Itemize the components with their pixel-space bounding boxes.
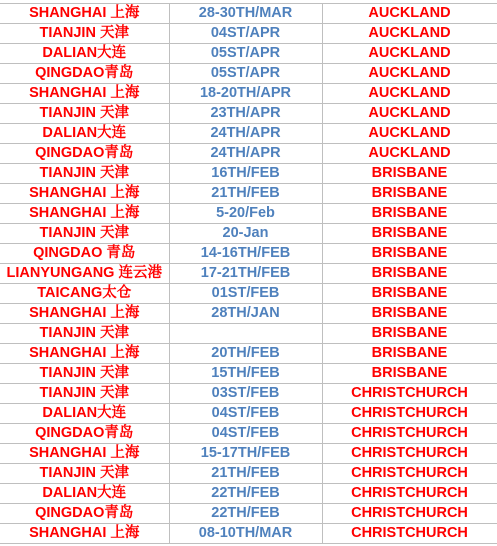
table-row [0, 424, 497, 444]
port-cell[interactable]: SHANGHAI 上海 [0, 304, 169, 324]
destination-cell[interactable]: BRISBANE [322, 324, 497, 344]
destination-cell[interactable]: BRISBANE [322, 244, 497, 264]
table-row [0, 304, 497, 324]
table-row [0, 204, 497, 224]
port-cell[interactable]: TIANJIN 天津 [0, 104, 169, 124]
table-row [0, 364, 497, 384]
table-row [0, 244, 497, 264]
table-row [0, 4, 497, 24]
destination-cell[interactable]: CHRISTCHURCH [322, 404, 497, 424]
port-cell[interactable]: LIANYUNGANG 连云港 [0, 264, 169, 284]
destination-cell[interactable]: AUCKLAND [322, 84, 497, 104]
table-row [0, 484, 497, 504]
date-cell[interactable]: 15TH/FEB [169, 364, 322, 384]
date-cell[interactable]: 21TH/FEB [169, 184, 322, 204]
table-row [0, 24, 497, 44]
date-cell[interactable]: 5-20/Feb [169, 204, 322, 224]
table-row [0, 84, 497, 104]
port-cell[interactable]: TAICANG太仓 [0, 284, 169, 304]
port-cell[interactable]: SHANGHAI 上海 [0, 4, 169, 24]
date-cell[interactable]: 04ST/FEB [169, 424, 322, 444]
date-cell[interactable] [169, 324, 322, 344]
date-cell[interactable]: 20-Jan [169, 224, 322, 244]
table-row [0, 324, 497, 344]
date-cell[interactable]: 20TH/FEB [169, 344, 322, 364]
port-cell[interactable]: QINGDAO青岛 [0, 64, 169, 84]
table-row [0, 224, 497, 244]
port-cell[interactable]: DALIAN大连 [0, 44, 169, 64]
destination-cell[interactable]: AUCKLAND [322, 124, 497, 144]
date-cell[interactable]: 16TH/FEB [169, 164, 322, 184]
destination-cell[interactable]: CHRISTCHURCH [322, 484, 497, 504]
date-cell[interactable]: 03ST/FEB [169, 384, 322, 404]
port-cell[interactable]: QINGDAO青岛 [0, 504, 169, 524]
destination-cell[interactable]: AUCKLAND [322, 4, 497, 24]
destination-cell[interactable]: AUCKLAND [322, 104, 497, 124]
destination-cell[interactable]: CHRISTCHURCH [322, 384, 497, 404]
table-row [0, 504, 497, 524]
table-row [0, 284, 497, 304]
table-row [0, 184, 497, 204]
port-cell[interactable]: DALIAN大连 [0, 124, 169, 144]
port-cell[interactable]: SHANGHAI 上海 [0, 444, 169, 464]
destination-cell[interactable]: BRISBANE [322, 304, 497, 324]
destination-cell[interactable]: CHRISTCHURCH [322, 464, 497, 484]
destination-cell[interactable]: BRISBANE [322, 184, 497, 204]
port-cell[interactable]: TIANJIN 天津 [0, 364, 169, 384]
port-cell[interactable]: DALIAN大连 [0, 484, 169, 504]
port-cell[interactable]: SHANGHAI 上海 [0, 84, 169, 104]
port-cell[interactable]: DALIAN大连 [0, 404, 169, 424]
destination-cell[interactable]: AUCKLAND [322, 64, 497, 84]
destination-cell[interactable]: AUCKLAND [322, 24, 497, 44]
date-cell[interactable]: 15-17TH/FEB [169, 444, 322, 464]
port-cell[interactable]: TIANJIN 天津 [0, 384, 169, 404]
shipping-schedule-table [0, 3, 497, 544]
table-row [0, 264, 497, 284]
port-cell[interactable]: SHANGHAI 上海 [0, 204, 169, 224]
table-row [0, 524, 497, 544]
port-cell[interactable]: SHANGHAI 上海 [0, 524, 169, 544]
schedule-body [0, 4, 497, 544]
table-row [0, 124, 497, 144]
date-cell[interactable]: 14-16TH/FEB [169, 244, 322, 264]
table-row [0, 444, 497, 464]
destination-cell[interactable]: BRISBANE [322, 204, 497, 224]
table-row [0, 104, 497, 124]
destination-cell[interactable]: CHRISTCHURCH [322, 504, 497, 524]
port-cell[interactable]: TIANJIN 天津 [0, 164, 169, 184]
date-cell[interactable]: 28-30TH/MAR [169, 4, 322, 24]
date-cell[interactable]: 01ST/FEB [169, 284, 322, 304]
port-cell[interactable]: QINGDAO青岛 [0, 424, 169, 444]
destination-cell[interactable]: BRISBANE [322, 364, 497, 384]
destination-cell[interactable]: BRISBANE [322, 224, 497, 244]
table-row [0, 164, 497, 184]
destination-cell[interactable]: CHRISTCHURCH [322, 424, 497, 444]
table-row [0, 44, 497, 64]
destination-cell[interactable]: BRISBANE [322, 164, 497, 184]
destination-cell[interactable]: BRISBANE [322, 344, 497, 364]
date-cell[interactable]: 04ST/APR [169, 24, 322, 44]
date-cell[interactable]: 17-21TH/FEB [169, 264, 322, 284]
table-row [0, 64, 497, 84]
date-cell[interactable]: 28TH/JAN [169, 304, 322, 324]
table-row [0, 344, 497, 364]
table-row [0, 464, 497, 484]
destination-cell[interactable]: BRISBANE [322, 264, 497, 284]
date-cell[interactable]: 22TH/FEB [169, 504, 322, 524]
port-cell[interactable]: SHANGHAI 上海 [0, 184, 169, 204]
port-cell[interactable]: QINGDAO 青岛 [0, 244, 169, 264]
date-cell[interactable]: 18-20TH/APR [169, 84, 322, 104]
port-cell[interactable]: TIANJIN 天津 [0, 24, 169, 44]
port-cell[interactable]: TIANJIN 天津 [0, 464, 169, 484]
table-row [0, 144, 497, 164]
date-cell[interactable]: 24TH/APR [169, 124, 322, 144]
destination-cell[interactable]: BRISBANE [322, 284, 497, 304]
date-cell[interactable]: 04ST/FEB [169, 404, 322, 424]
date-cell[interactable]: 21TH/FEB [169, 464, 322, 484]
destination-cell[interactable]: CHRISTCHURCH [322, 444, 497, 464]
table-row [0, 384, 497, 404]
date-cell[interactable]: 24TH/APR [169, 144, 322, 164]
destination-cell[interactable]: CHRISTCHURCH [322, 524, 497, 544]
date-cell[interactable]: 08-10TH/MAR [169, 524, 322, 544]
port-cell[interactable]: SHANGHAI 上海 [0, 344, 169, 364]
port-cell[interactable]: TIANJIN 天津 [0, 324, 169, 344]
date-cell[interactable]: 22TH/FEB [169, 484, 322, 504]
date-cell[interactable]: 23TH/APR [169, 104, 322, 124]
date-cell[interactable]: 05ST/APR [169, 64, 322, 84]
port-cell[interactable]: QINGDAO青岛 [0, 144, 169, 164]
date-cell[interactable]: 05ST/APR [169, 44, 322, 64]
destination-cell[interactable]: AUCKLAND [322, 144, 497, 164]
port-cell[interactable]: TIANJIN 天津 [0, 224, 169, 244]
table-row [0, 404, 497, 424]
destination-cell[interactable]: AUCKLAND [322, 44, 497, 64]
